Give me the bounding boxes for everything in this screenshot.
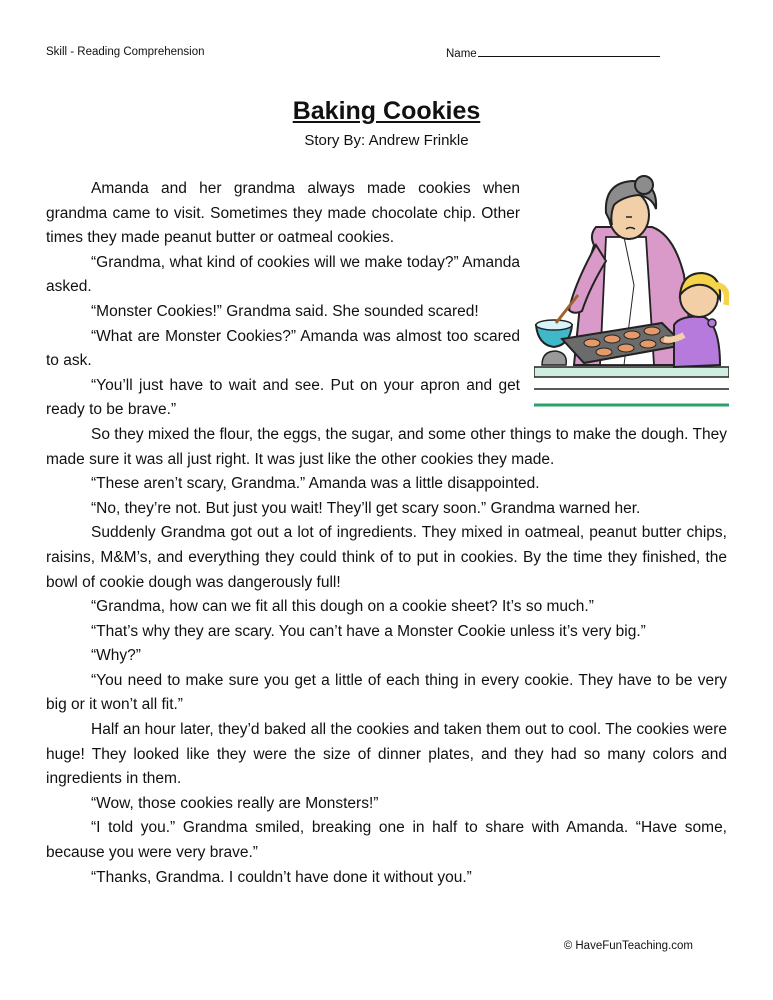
- story-byline: Story By: Andrew Frinkle: [304, 132, 469, 149]
- story-paragraph: “Thanks, Grandma. I couldn’t have done it without you.”: [91, 868, 472, 886]
- name-blank-line: [478, 46, 660, 57]
- story-paragraph: “Grandma, what kind of cookies will we make today?” Amanda asked.: [46, 253, 520, 296]
- story-paragraph: “Why?”: [91, 647, 141, 665]
- story-paragraph: “I told you.” Grandma smiled, breaking one in half to share with Amanda. “Have some, because you were very brave.”: [46, 819, 727, 862]
- story-paragraph: “What are Monster Cookies?” Amanda was almost too scared to ask.: [46, 327, 520, 370]
- story-paragraph: “These aren’t scary, Grandma.” Amanda was a little disappointed.: [91, 475, 540, 493]
- story-body: [46, 177, 727, 890]
- story-paragraph: “Wow, those cookies really are Monsters!”: [91, 794, 379, 812]
- story-paragraph: “You’ll just have to wait and see. Put on your apron and get ready to be brave.”: [46, 376, 520, 419]
- story-paragraph: So they mixed the flour, the eggs, the sugar, and some other things to make the dough. They made sure it was all just right. It was just like the other cookies they made.: [46, 425, 727, 468]
- story-paragraph: “No, they’re not. But just you wait! They’ll get scary soon.” Grandma warned her.: [91, 499, 641, 517]
- copyright-footer: © HaveFunTeaching.com: [563, 940, 693, 952]
- story-paragraph: “That’s why they are scary. You can’t have a Monster Cookie unless it’s very big.”: [91, 622, 646, 640]
- name-field: [446, 46, 660, 60]
- story-title: Baking Cookies: [292, 97, 481, 125]
- story-paragraph: “You need to make sure you get a little of each thing in every cookie. They have to be very big or it won’t all fit.”: [46, 671, 727, 714]
- story-paragraph: “Grandma, how can we fit all this dough on a cookie sheet? It’s so much.”: [91, 598, 594, 616]
- story-paragraph: Half an hour later, they’d baked all the cookies and taken them out to cool. The cookies were huge! They looked like they were the size of dinner plates, and they had so many colors and ingredients in them.: [46, 721, 727, 788]
- story-paragraph: Suddenly Grandma got out a lot of ingredients. They mixed in oatmeal, peanut butter chips, raisins, M&M’s, and everything they could think of to put in cookies. By the time they finished, the bowl of cookie dough was dangerously full!: [46, 524, 727, 591]
- grandma-baking-illustration: [534, 175, 729, 413]
- name-label: Name: [446, 48, 477, 60]
- story-paragraph: “Monster Cookies!” Grandma said. She sounded scared!: [91, 302, 479, 320]
- skill-label: Skill - Reading Comprehension: [46, 46, 205, 58]
- story-paragraph: Amanda and her grandma always made cookies when grandma came to visit. Sometimes they made chocolate chip. Other times they made peanut butter or oatmeal cookies.: [46, 180, 520, 247]
